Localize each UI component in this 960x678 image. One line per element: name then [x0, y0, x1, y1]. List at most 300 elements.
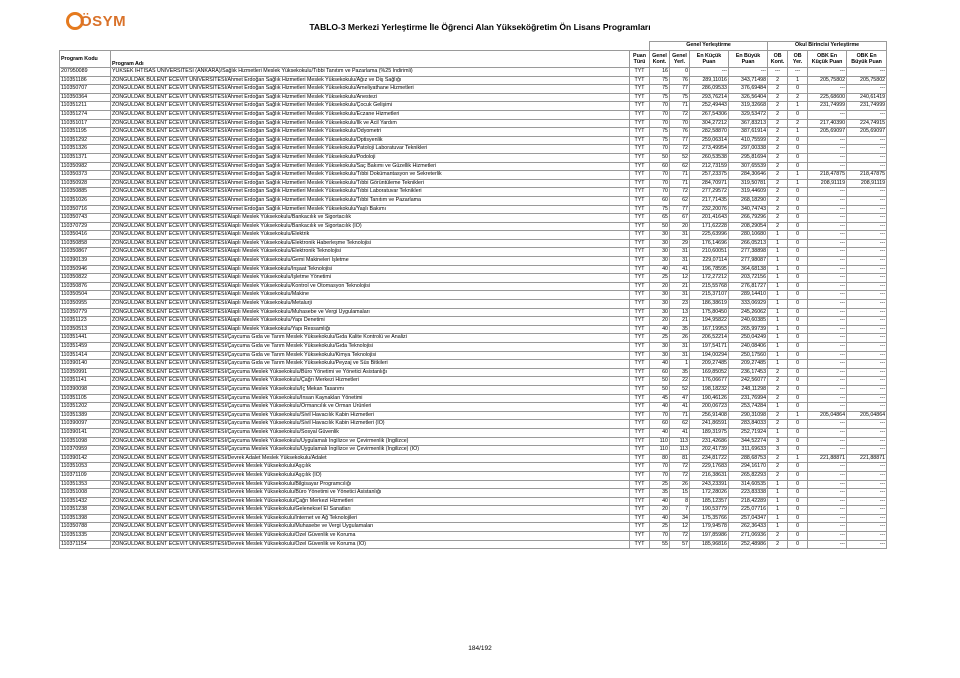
cell-code: 110350867 [60, 248, 111, 257]
cell-genel-yerl: 71 [670, 179, 690, 188]
cell-en-buyuk: 340,74743 [729, 205, 768, 214]
cell-obk-kucuk: --- [808, 446, 847, 455]
cell-genel-kont: 70 [650, 171, 670, 180]
cell-obk-buyuk: --- [847, 343, 887, 352]
cell-en-kucuk: 169,85052 [690, 368, 729, 377]
table-row [60, 179, 887, 188]
cell-en-buyuk: 231,76994 [729, 394, 768, 403]
cell-code: 110350955 [60, 300, 111, 309]
cell-en-buyuk: 223,83338 [729, 489, 768, 498]
cell-en-kucuk: 185,96816 [690, 540, 729, 549]
cell-name: ZONGULDAK BÜLENT ECEVİT ÜNİVERSİTESİ/Ahmet Erdoğan Sağlık Hizmetleri Meslek Yüksekokulu/Yaşlı Bakımı [111, 205, 630, 214]
cell-obk-buyuk: --- [847, 394, 887, 403]
cell-ob-yer: 2 [788, 93, 808, 102]
cell-obk-buyuk: --- [847, 110, 887, 119]
table-row [60, 489, 887, 498]
cell-genel-kont: 20 [650, 506, 670, 515]
cell-type: TYT [630, 136, 650, 145]
cell-name: ZONGULDAK BÜLENT ECEVİT ÜNİVERSİTESİ/Alaplı Meslek Yüksekokulu/Elektronik Teknolojisi [111, 248, 630, 257]
cell-code: 110351123 [60, 317, 111, 326]
cell-ob-kont: 2 [768, 394, 788, 403]
cell-obk-buyuk: --- [847, 385, 887, 394]
cell-en-buyuk: 280,10680 [729, 231, 768, 240]
cell-type: TYT [630, 110, 650, 119]
cell-ob-yer: 0 [788, 196, 808, 205]
table-row [60, 514, 887, 523]
page-number: 184/192 [468, 645, 492, 652]
cell-ob-kont: 2 [768, 385, 788, 394]
cell-obk-buyuk: --- [847, 85, 887, 94]
cell-en-buyuk: 225,07716 [729, 506, 768, 515]
table-row [60, 231, 887, 240]
cell-obk-kucuk: --- [808, 248, 847, 257]
cell-ob-kont: 1 [768, 343, 788, 352]
cell-en-kucuk: 198,18232 [690, 385, 729, 394]
cell-genel-kont: 30 [650, 239, 670, 248]
cell-obk-kucuk: --- [808, 291, 847, 300]
cell-type: TYT [630, 291, 650, 300]
cell-type: TYT [630, 368, 650, 377]
cell-genel-yerl: 67 [670, 214, 690, 223]
cell-en-buyuk: 343,71498 [729, 76, 768, 85]
group-header-row [60, 42, 887, 51]
cell-name: ZONGULDAK BÜLENT ECEVİT ÜNİVERSİTESİ/Ahmet Erdoğan Sağlık Hizmetleri Meslek Yüksekokulu/Ameliyathane Hizmetleri [111, 85, 630, 94]
cell-name: ZONGULDAK BÜLENT ECEVİT ÜNİVERSİTESİ/Alaplı Meslek Yüksekokulu/Yapı Ressamlığı [111, 325, 630, 334]
col-header-genel-kont: Genel Kont. [650, 51, 670, 68]
cell-name: ZONGULDAK BÜLENT ECEVİT ÜNİVERSİTESİ/Ahmet Erdoğan Sağlık Hizmetleri Meslek Yüksekokulu/Podoloji [111, 153, 630, 162]
cell-en-buyuk: 319,32668 [729, 102, 768, 111]
table-row [60, 377, 887, 386]
cell-genel-yerl: 70 [670, 119, 690, 128]
cell-name: ZONGULDAK BÜLENT ECEVİT ÜNİVERSİTESİ/Ahmet Erdoğan Sağlık Hizmetleri Meslek Yüksekokulu/Patoloji Laboratuvar Teknikleri [111, 145, 630, 154]
cell-ob-yer: 0 [788, 317, 808, 326]
col-header-obk-kucuk: OBK En Küçük Puan [808, 51, 847, 68]
cell-genel-yerl: 21 [670, 282, 690, 291]
cell-ob-yer: 0 [788, 110, 808, 119]
cell-obk-buyuk: --- [847, 153, 887, 162]
cell-obk-buyuk: --- [847, 265, 887, 274]
cell-code: 207950089 [60, 68, 111, 77]
cell-obk-kucuk: --- [808, 282, 847, 291]
cell-ob-kont: 2 [768, 136, 788, 145]
cell-type: TYT [630, 343, 650, 352]
cell-obk-buyuk: --- [847, 403, 887, 412]
cell-obk-buyuk: 205,75802 [847, 76, 887, 85]
cell-en-kucuk: 256,91408 [690, 411, 729, 420]
cell-en-kucuk: 289,11016 [690, 76, 729, 85]
cell-en-kucuk: 197,54171 [690, 343, 729, 352]
cell-genel-yerl: 22 [670, 377, 690, 386]
cell-ob-yer: 0 [788, 265, 808, 274]
cell-ob-kont: 2 [768, 205, 788, 214]
cell-en-buyuk: 252,71924 [729, 428, 768, 437]
cell-name: ZONGULDAK BÜLENT ECEVİT ÜNİVERSİTESİ/Ahmet Erdoğan Sağlık Hizmetleri Meslek Yüksekokulu/Anestezi [111, 93, 630, 102]
cell-ob-kont: 2 [768, 179, 788, 188]
cell-ob-kont: 2 [768, 85, 788, 94]
table-row [60, 325, 887, 334]
cell-ob-yer: 0 [788, 282, 808, 291]
cell-ob-yer: 0 [788, 145, 808, 154]
cell-code: 110390098 [60, 385, 111, 394]
cell-ob-kont: 2 [768, 102, 788, 111]
cell-obk-buyuk: --- [847, 231, 887, 240]
table-row [60, 93, 887, 102]
cell-ob-kont: 1 [768, 300, 788, 309]
cell-name: ZONGULDAK BÜLENT ECEVİT ÜNİVERSİTESİ/Ahmet Erdoğan Sağlık Hizmetleri Meslek Yüksekokulu/Tıbbi Görüntüleme Teknikleri [111, 179, 630, 188]
cell-obk-buyuk: --- [847, 437, 887, 446]
programs-table [59, 41, 887, 549]
cell-name: ZONGULDAK BÜLENT ECEVİT ÜNİVERSİTESİ/Çaycuma Meslek Yüksekokulu/Uygulamalı İngilizce ve Çevirmenlik (İngilizce) (İÖ) [111, 446, 630, 455]
cell-genel-kont: 75 [650, 76, 670, 85]
cell-ob-yer: 0 [788, 489, 808, 498]
cell-genel-kont: 60 [650, 420, 670, 429]
cell-en-buyuk: 245,26062 [729, 308, 768, 317]
cell-genel-kont: 30 [650, 308, 670, 317]
cell-obk-buyuk: --- [847, 317, 887, 326]
cell-genel-yerl: 34 [670, 514, 690, 523]
cell-genel-yerl: 13 [670, 308, 690, 317]
cell-ob-kont: 1 [768, 317, 788, 326]
table-row [60, 85, 887, 94]
cell-type: TYT [630, 489, 650, 498]
cell-code: 110390097 [60, 420, 111, 429]
cell-en-buyuk: 257,04347 [729, 514, 768, 523]
cell-ob-yer: 0 [788, 480, 808, 489]
cell-obk-kucuk: --- [808, 394, 847, 403]
cell-obk-buyuk: --- [847, 300, 887, 309]
cell-en-buyuk: 314,60535 [729, 480, 768, 489]
table-row [60, 368, 887, 377]
cell-en-kucuk: 217,71435 [690, 196, 729, 205]
cell-ob-kont: 1 [768, 334, 788, 343]
cell-genel-kont: 25 [650, 334, 670, 343]
cell-ob-yer: 0 [788, 368, 808, 377]
cell-obk-kucuk: 205,04864 [808, 411, 847, 420]
table-row [60, 205, 887, 214]
cell-type: TYT [630, 257, 650, 266]
cell-name: ZONGULDAK BÜLENT ECEVİT ÜNİVERSİTESİ/Ahmet Erdoğan Sağlık Hizmetleri Meslek Yüksekokulu/Tıbbi Tanıtım ve Pazarlama [111, 196, 630, 205]
cell-type: TYT [630, 463, 650, 472]
cell-genel-yerl: 31 [670, 291, 690, 300]
cell-code: 110350928 [60, 179, 111, 188]
cell-en-kucuk: 260,53538 [690, 153, 729, 162]
table-row [60, 480, 887, 489]
table-row [60, 411, 887, 420]
cell-en-buyuk: 295,81694 [729, 153, 768, 162]
cell-ob-yer: 0 [788, 214, 808, 223]
cell-name: YÜKSEK İHTİSAS ÜNİVERSİTESİ (ANKARA)/Sağlık Hizmetleri Meslek Yüksekokulu/Tıbbi Tanıtım ve Pazarlama (%25 İndirimli) [111, 68, 630, 77]
cell-ob-yer: 0 [788, 325, 808, 334]
cell-ob-yer: 0 [788, 274, 808, 283]
cell-obk-kucuk: --- [808, 110, 847, 119]
cell-en-buyuk: 268,18290 [729, 196, 768, 205]
cell-ob-kont: 1 [768, 265, 788, 274]
cell-genel-yerl: 23 [670, 300, 690, 309]
cell-obk-kucuk: --- [808, 325, 847, 334]
cell-ob-kont: 2 [768, 471, 788, 480]
cell-genel-kont: 30 [650, 343, 670, 352]
cell-type: TYT [630, 214, 650, 223]
cell-ob-yer: 1 [788, 171, 808, 180]
table-row [60, 497, 887, 506]
cell-genel-kont: 80 [650, 454, 670, 463]
cell-name: ZONGULDAK BÜLENT ECEVİT ÜNİVERSİTESİ/Çaycuma Meslek Yüksekokulu/Sosyal Güvenlik [111, 428, 630, 437]
cell-obk-kucuk: --- [808, 368, 847, 377]
cell-ob-kont: 2 [768, 532, 788, 541]
cell-obk-buyuk: --- [847, 506, 887, 515]
cell-en-kucuk: 229,07114 [690, 257, 729, 266]
cell-type: TYT [630, 317, 650, 326]
cell-code: 110351211 [60, 102, 111, 111]
table-row [60, 76, 887, 85]
cell-en-buyuk: 364,68138 [729, 265, 768, 274]
table-row [60, 128, 887, 137]
cell-name: ZONGULDAK BÜLENT ECEVİT ÜNİVERSİTESİ/Çaycuma Meslek Yüksekokulu/Sivil Havacılık Kabin Hizmetleri [111, 411, 630, 420]
cell-genel-yerl: 62 [670, 420, 690, 429]
cell-en-buyuk: 319,50781 [729, 179, 768, 188]
cell-en-kucuk: 167,19953 [690, 325, 729, 334]
cell-name: ZONGULDAK BÜLENT ECEVİT ÜNİVERSİTESİ/Devrek Meslek Yüksekokulu/Bilgisayar Programcılığı [111, 480, 630, 489]
table-row [60, 145, 887, 154]
cell-en-buyuk: 307,65539 [729, 162, 768, 171]
cell-type: TYT [630, 231, 650, 240]
table-row [60, 153, 887, 162]
cell-name: ZONGULDAK BÜLENT ECEVİT ÜNİVERSİTESİ/Ahmet Erdoğan Sağlık Hizmetleri Meslek Yüksekokulu/Çocuk Gelişimi [111, 102, 630, 111]
cell-obk-buyuk: --- [847, 145, 887, 154]
cell-type: TYT [630, 239, 650, 248]
col-header-obk-buyuk: OBK En Büyük Puan [847, 51, 887, 68]
cell-obk-kucuk: --- [808, 214, 847, 223]
cell-obk-kucuk: 217,40390 [808, 119, 847, 128]
cell-code: 110350822 [60, 274, 111, 283]
cell-name: ZONGULDAK BÜLENT ECEVİT ÜNİVERSİTESİ/Çaycuma Meslek Yüksekokulu/İnsan Kaynakları Yönetimi [111, 394, 630, 403]
cell-en-kucuk: 257,23375 [690, 171, 729, 180]
cell-code: 110351353 [60, 480, 111, 489]
cell-genel-kont: 70 [650, 110, 670, 119]
table-row [60, 300, 887, 309]
cell-obk-kucuk: --- [808, 317, 847, 326]
cell-en-kucuk: 186,38619 [690, 300, 729, 309]
table-row [60, 403, 887, 412]
cell-en-kucuk: 190,53779 [690, 506, 729, 515]
cell-en-kucuk: 176,06677 [690, 377, 729, 386]
cell-genel-yerl: 71 [670, 171, 690, 180]
cell-genel-yerl: 77 [670, 205, 690, 214]
cell-obk-kucuk: --- [808, 428, 847, 437]
cell-code: 110351459 [60, 343, 111, 352]
cell-name: ZONGULDAK BÜLENT ECEVİT ÜNİVERSİTESİ/Çaycuma Meslek Yüksekokulu/Uygulamalı İngilizce ve Çevirmenlik (İngilizce) [111, 437, 630, 446]
table-row [60, 102, 887, 111]
cell-obk-kucuk: --- [808, 68, 847, 77]
cell-obk-kucuk: 231,74999 [808, 102, 847, 111]
cell-name: ZONGULDAK BÜLENT ECEVİT ÜNİVERSİTESİ/Alaplı Meslek Yüksekokulu/Metalurji [111, 300, 630, 309]
cell-genel-kont: 70 [650, 145, 670, 154]
cell-name: ZONGULDAK BÜLENT ECEVİT ÜNİVERSİTESİ/Çaycuma Gıda ve Tarım Meslek Yüksekokulu/Gıda Kalite Kontrolü ve Analizi [111, 334, 630, 343]
cell-obk-buyuk: --- [847, 214, 887, 223]
cell-type: TYT [630, 480, 650, 489]
cell-ob-yer: 0 [788, 136, 808, 145]
cell-code: 110351274 [60, 110, 111, 119]
cell-ob-kont: 1 [768, 523, 788, 532]
cell-genel-kont: 30 [650, 248, 670, 257]
cell-obk-kucuk: 225,68600 [808, 93, 847, 102]
cell-ob-kont: 1 [768, 351, 788, 360]
cell-genel-kont: 16 [650, 68, 670, 77]
table-row [60, 360, 887, 369]
cell-en-buyuk: 326,56404 [729, 93, 768, 102]
cell-genel-yerl: 12 [670, 523, 690, 532]
table-row [60, 188, 887, 197]
cell-genel-yerl: 47 [670, 394, 690, 403]
cell-obk-buyuk: --- [847, 196, 887, 205]
cell-name: ZONGULDAK BÜLENT ECEVİT ÜNİVERSİTESİ/Ahmet Erdoğan Sağlık Hizmetleri Meslek Yüksekokulu/Saç Bakımı ve Güzellik Hizmetleri [111, 162, 630, 171]
cell-en-buyuk: 262,36433 [729, 523, 768, 532]
cell-obk-kucuk: --- [808, 540, 847, 549]
cell-code: 110350416 [60, 231, 111, 240]
cell-genel-yerl: 41 [670, 265, 690, 274]
cell-genel-yerl: 76 [670, 76, 690, 85]
cell-code: 110350876 [60, 282, 111, 291]
cell-en-kucuk: 293,76214 [690, 93, 729, 102]
cell-en-kucuk: 232,20076 [690, 205, 729, 214]
logo-text: ÖSYM [80, 13, 127, 30]
cell-genel-yerl: 15 [670, 489, 690, 498]
cell-en-buyuk: 376,69484 [729, 85, 768, 94]
cell-name: ZONGULDAK BÜLENT ECEVİT ÜNİVERSİTESİ/Devrek Meslek Yüksekokulu/Aşçılık (İÖ) [111, 471, 630, 480]
cell-ob-kont: 1 [768, 291, 788, 300]
cell-genel-kont: 40 [650, 428, 670, 437]
cell-ob-yer: 0 [788, 291, 808, 300]
cell-ob-kont: 2 [768, 196, 788, 205]
cell-genel-yerl: 57 [670, 540, 690, 549]
cell-genel-yerl: 31 [670, 248, 690, 257]
cell-genel-kont: 25 [650, 480, 670, 489]
cell-genel-kont: 45 [650, 394, 670, 403]
cell-obk-kucuk: --- [808, 308, 847, 317]
cell-type: TYT [630, 274, 650, 283]
table-row [60, 248, 887, 257]
cell-en-buyuk: --- [729, 68, 768, 77]
cell-en-buyuk: 248,11298 [729, 385, 768, 394]
cell-en-buyuk: 387,61914 [729, 128, 768, 137]
cell-ob-yer: 0 [788, 188, 808, 197]
cell-ob-kont: 1 [768, 428, 788, 437]
group-header-ob: Okul Birincisi Yerleştirme [768, 42, 887, 51]
cell-en-buyuk: 250,17560 [729, 351, 768, 360]
cell-genel-kont: 20 [650, 317, 670, 326]
cell-name: ZONGULDAK BÜLENT ECEVİT ÜNİVERSİTESİ/Çaycuma Meslek Yüksekokulu/Büro Yönetimi ve Yönetici Asistanlığı [111, 368, 630, 377]
cell-obk-kucuk: --- [808, 257, 847, 266]
cell-ob-kont: 2 [768, 171, 788, 180]
cell-ob-yer: 1 [788, 128, 808, 137]
table-row [60, 540, 887, 549]
cell-obk-buyuk: --- [847, 540, 887, 549]
cell-ob-kont: 2 [768, 119, 788, 128]
cell-en-kucuk: 175,80450 [690, 308, 729, 317]
cell-name: ZONGULDAK BÜLENT ECEVİT ÜNİVERSİTESİ/Ahmet Erdoğan Sağlık Hizmetleri Meslek Yüksekokulu/Tıbbi Laboratuvar Teknikleri [111, 188, 630, 197]
cell-ob-kont: 1 [768, 231, 788, 240]
cell-ob-kont: 2 [768, 145, 788, 154]
cell-name: ZONGULDAK BÜLENT ECEVİT ÜNİVERSİTESİ/Çaycuma Gıda ve Tarım Meslek Yüksekokulu/Kimya Teknolojisi [111, 351, 630, 360]
cell-en-buyuk: 236,17453 [729, 368, 768, 377]
cell-en-buyuk: 319,44609 [729, 188, 768, 197]
cell-obk-kucuk: --- [808, 360, 847, 369]
cell-en-kucuk: --- [690, 68, 729, 77]
cell-en-kucuk: 196,78595 [690, 265, 729, 274]
cell-name: ZONGULDAK BÜLENT ECEVİT ÜNİVERSİTESİ/Ahmet Erdoğan Sağlık Hizmetleri Meslek Yüksekokulu/İlk ve Acil Yardım [111, 119, 630, 128]
cell-genel-yerl: 21 [670, 317, 690, 326]
cell-type: TYT [630, 334, 650, 343]
cell-ob-yer: 0 [788, 471, 808, 480]
table-body [60, 68, 887, 549]
table-row [60, 119, 887, 128]
cell-ob-yer: 0 [788, 394, 808, 403]
cell-en-kucuk: 209,27485 [690, 360, 729, 369]
cell-ob-kont: 2 [768, 162, 788, 171]
cell-obk-buyuk: 221,88871 [847, 454, 887, 463]
cell-genel-kont: 40 [650, 325, 670, 334]
cell-type: TYT [630, 471, 650, 480]
cell-en-buyuk: 410,75599 [729, 136, 768, 145]
cell-type: TYT [630, 145, 650, 154]
cell-obk-kucuk: --- [808, 145, 847, 154]
cell-genel-kont: 75 [650, 128, 670, 137]
cell-genel-kont: 55 [650, 540, 670, 549]
cell-ob-yer: 1 [788, 102, 808, 111]
table-row [60, 437, 887, 446]
cell-en-buyuk: 253,74284 [729, 403, 768, 412]
cell-genel-kont: 70 [650, 471, 670, 480]
cell-en-buyuk: 284,30646 [729, 171, 768, 180]
cell-genel-kont: 30 [650, 291, 670, 300]
cell-code: 110351017 [60, 119, 111, 128]
cell-name: ZONGULDAK BÜLENT ECEVİT ÜNİVERSİTESİ/Ahmet Erdoğan Sağlık Hizmetleri Meslek Yüksekokulu/Ağız ve Diş Sağlığı [111, 76, 630, 85]
cell-ob-kont: 1 [768, 403, 788, 412]
table-row [60, 136, 887, 145]
cell-en-kucuk: 172,28026 [690, 489, 729, 498]
cell-type: TYT [630, 282, 650, 291]
cell-ob-yer: 0 [788, 385, 808, 394]
cell-ob-yer: 0 [788, 403, 808, 412]
cell-ob-kont: 1 [768, 248, 788, 257]
cell-ob-kont: 2 [768, 188, 788, 197]
cell-en-kucuk: 241,86591 [690, 420, 729, 429]
cell-obk-kucuk: --- [808, 136, 847, 145]
table-row [60, 334, 887, 343]
table-row [60, 394, 887, 403]
cell-ob-yer: 1 [788, 411, 808, 420]
table-row [60, 110, 887, 119]
cell-name: ZONGULDAK BÜLENT ECEVİT ÜNİVERSİTESİ/Ahmet Erdoğan Sağlık Hizmetleri Meslek Yüksekokulu/Optisyenlik [111, 136, 630, 145]
cell-ob-kont: 1 [768, 506, 788, 515]
table-row [60, 343, 887, 352]
cell-code: 110370729 [60, 222, 111, 231]
cell-type: TYT [630, 205, 650, 214]
cell-obk-buyuk: --- [847, 274, 887, 283]
cell-en-kucuk: 190,46126 [690, 394, 729, 403]
cell-obk-buyuk: --- [847, 523, 887, 532]
cell-obk-kucuk: --- [808, 239, 847, 248]
cell-obk-kucuk: --- [808, 506, 847, 515]
cell-en-buyuk: 265,82293 [729, 471, 768, 480]
table-row [60, 265, 887, 274]
cell-type: TYT [630, 420, 650, 429]
cell-genel-yerl: 75 [670, 93, 690, 102]
cell-code: 110351008 [60, 489, 111, 498]
cell-ob-yer: 0 [788, 239, 808, 248]
cell-code: 110351326 [60, 145, 111, 154]
cell-ob-kont: 2 [768, 411, 788, 420]
